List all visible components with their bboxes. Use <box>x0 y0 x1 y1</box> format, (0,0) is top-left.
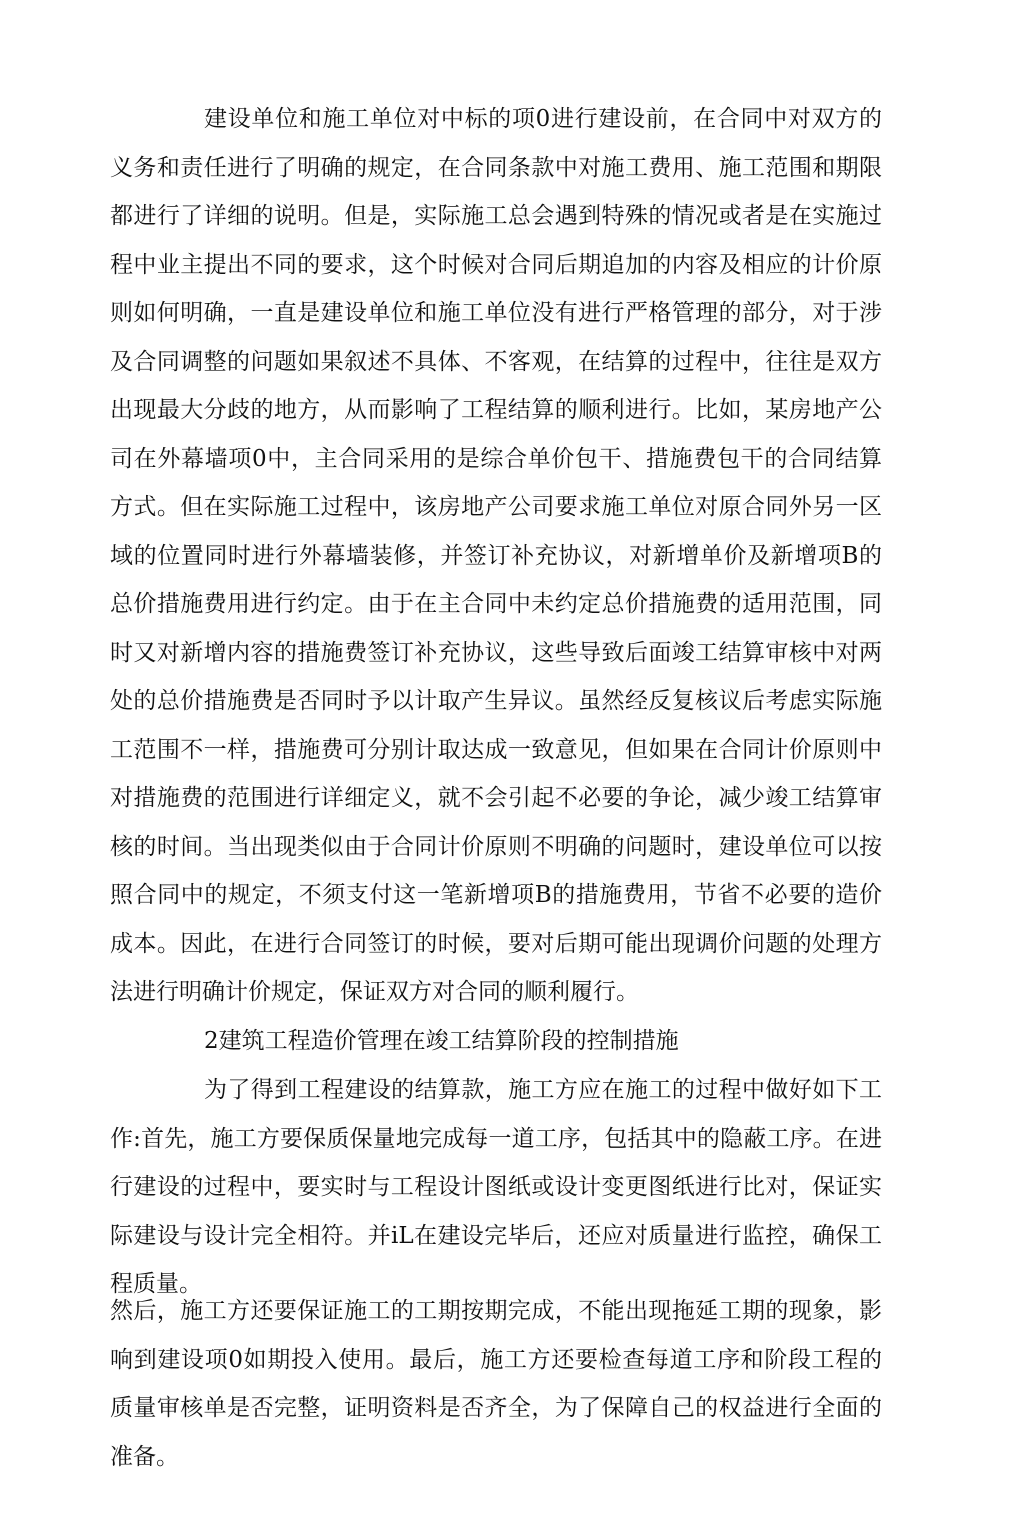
paragraph-settlement-work: 为了得到工程建设的结算款，施工方应在施工的过程中做好如下工作:首先，施工方要保质保量地完成每一道工序，包括其中的隐蔽工序。在进行建设的过程中，要实时与工程设计图纸或设计变更图纸进行比对，保证实际建设与设计完全相符。并iL在建设完毕后，还应对质量进行监控，确保工程质量。 <box>110 1077 882 1297</box>
paragraph-schedule-completion: 然后，施工方还要保证施工的工期按期完成，不能出现拖延工期的现象，影响到建设项0如期投入使用。最后，施工方还要检查每道工序和阶段工程的质量审核单是否完整，证明资料是否齐全，为了保障自己的权益进行全面的准备。 <box>110 1298 882 1470</box>
section-heading: 2建筑工程造价管理在竣工结算阶段的控制措施 <box>204 1028 679 1054</box>
paragraph-contract-pricing: 建设单位和施工单位对中标的项0进行建设前，在合同中对双方的义务和责任进行了明确的规定，在合同条款中对施工费用、施工范围和期限都进行了详细的说明。但是，实际施工总会遇到特殊的情况或者是在实施过程中业主提出不同的要求，这个时候对合同后期追加的内容及相应的计价原则如何明确，一直是建设单位和施工单位没有进行严格管理的部分，对于涉及合同调整的问题如果叙述不具体、不客观，在结算的过程中，往往是双方出现最大分歧的地方，从而影响了工程结算的顺利进行。比如，某房地产公司在外幕墙项0中，主合同采用的是综合单价包干、措施费包干的合同结算方式。但在实际施工过程中，该房地产公司要求施工单位对原合同外另一区域的位置同时进行外幕墙装修，并签订补充协议，对新增单价及新增项B的总价措施费用进行约定。由于在主合同中未约定总价措施费的适用范围，同时又对新增内容的措施费签订补充协议，这些导致后面竣工结算审核中对两处的总价措施费是否同时予以计取产生异议。虽然经反复核议后考虑实际施工范围不一样，措施费可分别计取达成一致意见，但如果在合同计价原则中对措施费的范围进行详细定义，就不会引起不必要的争论，减少竣工结算审核的时间。当出现类似由于合同计价原则不明确的问题时，建设单位可以按照合同中的规定，不须支付这一笔新增项B的措施费用，节省不必要的造价成本。因此，在进行合同签订的时候，要对后期可能出现调价问题的处理方法进行明确计价规定，保证双方对合同的顺利履行。 <box>110 106 882 1005</box>
